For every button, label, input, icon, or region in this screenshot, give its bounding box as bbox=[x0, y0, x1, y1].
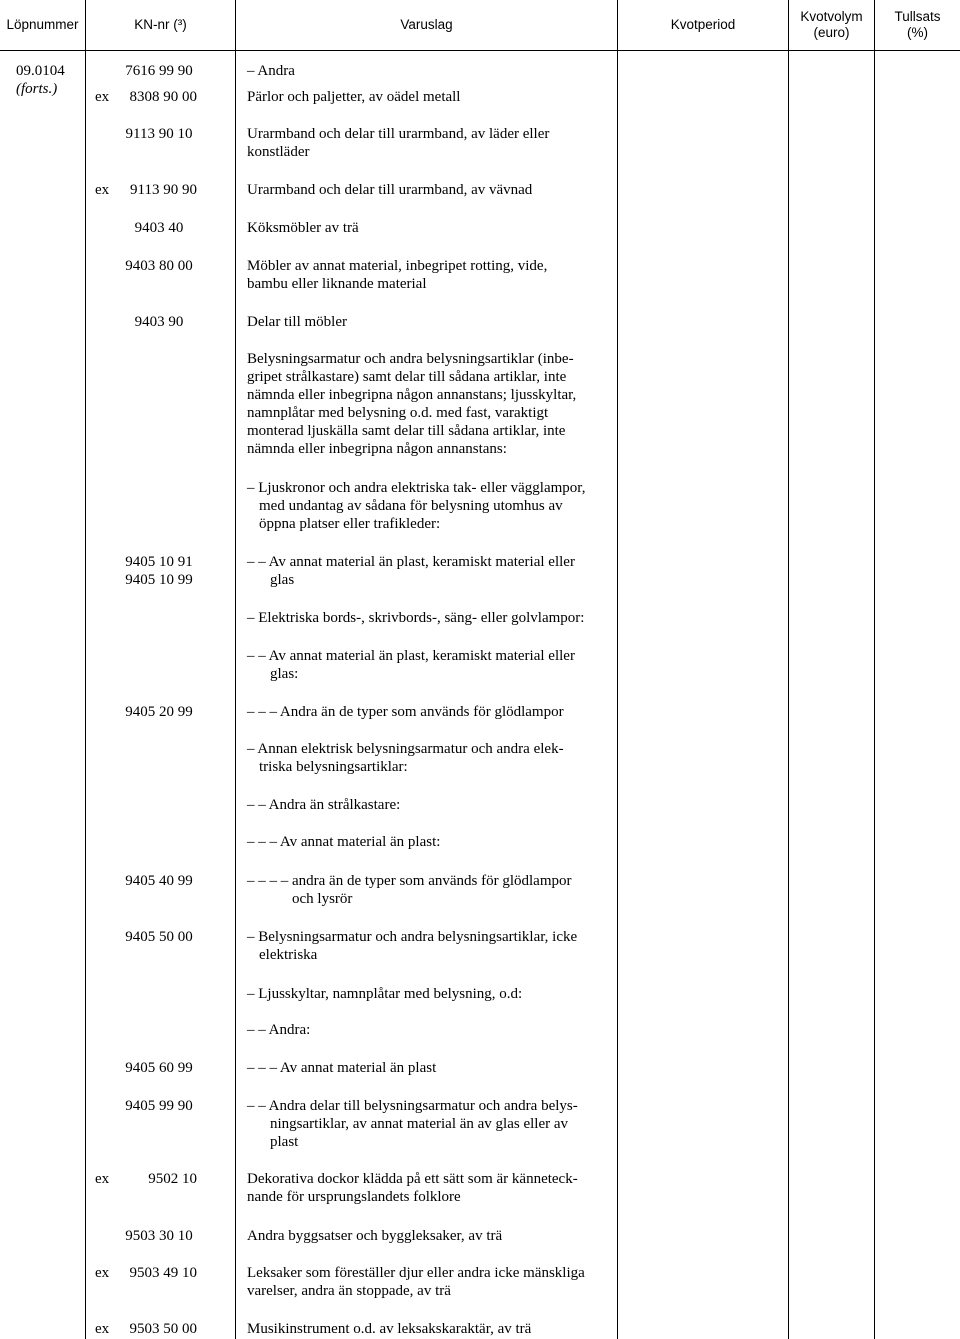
lopnummer-cell bbox=[16, 62, 82, 98]
kn-code: 9113 90 10 bbox=[125, 126, 193, 142]
lopnummer-value: 09.0104 bbox=[16, 63, 65, 79]
description-line: – – Av annat material än plast, keramiskt material eller bbox=[247, 648, 575, 664]
description-line: och lysrör bbox=[292, 891, 353, 907]
kn-code: 9403 80 00 bbox=[125, 258, 193, 274]
kn-code-cell bbox=[95, 257, 197, 275]
description-line: – – Andra delar till belysningsarmatur och andra belys- bbox=[247, 1098, 578, 1114]
product-description bbox=[247, 703, 607, 721]
description-line: – Ljuskronor och andra elektriska tak- eller vägglampor, bbox=[247, 480, 586, 496]
kn-code: 9502 10 bbox=[148, 1171, 197, 1187]
product-description bbox=[247, 88, 607, 106]
ex-prefix: ex bbox=[95, 182, 110, 198]
description-line: konstläder bbox=[247, 144, 310, 160]
description-line: elektriska bbox=[259, 947, 318, 963]
description-line: – – Andra än strålkastare: bbox=[247, 797, 401, 813]
description-line: glas bbox=[270, 572, 295, 588]
product-description bbox=[247, 553, 607, 589]
description-line: Urarmband och delar till urarmband, av läder eller bbox=[247, 126, 550, 142]
ex-prefix: ex bbox=[95, 89, 110, 105]
ex-prefix: ex bbox=[95, 1321, 110, 1337]
description-line: Delar till möbler bbox=[247, 314, 347, 330]
product-description bbox=[247, 796, 607, 814]
product-description bbox=[247, 479, 607, 533]
product-description bbox=[247, 219, 607, 237]
description-line: plast bbox=[270, 1134, 299, 1150]
product-description bbox=[247, 1170, 607, 1206]
ex-prefix: ex bbox=[95, 1265, 110, 1281]
kn-code-cell bbox=[95, 1264, 197, 1282]
kn-code-cell bbox=[95, 1170, 197, 1188]
column-rule bbox=[874, 0, 875, 1339]
header-rule bbox=[0, 50, 960, 51]
product-description bbox=[247, 985, 607, 1003]
kn-code-cell bbox=[95, 1097, 197, 1115]
description-line: Köksmöbler av trä bbox=[247, 220, 359, 236]
description-line: monterad ljuskälla samt delar till sådana artiklar, inte bbox=[247, 423, 566, 439]
description-line: – – – Av annat material än plast bbox=[247, 1060, 437, 1076]
ex-prefix: ex bbox=[95, 1171, 110, 1187]
product-description bbox=[247, 350, 607, 458]
kn-code: 8308 90 00 bbox=[129, 89, 197, 105]
description-line: Pärlor och paljetter, av oädel metall bbox=[247, 89, 461, 105]
kn-code: 9503 50 00 bbox=[129, 1321, 197, 1337]
description-line: Möbler av annat material, inbegripet rotting, vide, bbox=[247, 258, 548, 274]
lopnummer-continued: (forts.) bbox=[16, 81, 58, 97]
column-rule bbox=[235, 0, 236, 1339]
kn-code-cell bbox=[95, 703, 197, 721]
kn-code: 9113 90 90 bbox=[130, 182, 197, 198]
kn-code: 9503 49 10 bbox=[129, 1265, 197, 1281]
kn-code: 9403 40 bbox=[134, 220, 184, 236]
kn-code-cell bbox=[95, 313, 197, 331]
description-line: nande för ursprungslandets folklore bbox=[247, 1189, 461, 1205]
header-kvotperiod: Kvotperiod bbox=[670, 17, 736, 32]
product-description bbox=[247, 647, 607, 683]
product-description bbox=[247, 62, 607, 80]
column-rule bbox=[617, 0, 618, 1339]
description-line: – Elektriska bords-, skrivbords-, säng- eller golvlampor: bbox=[247, 610, 585, 626]
kn-code: 9405 20 99 bbox=[125, 704, 193, 720]
kn-code: 9405 60 99 bbox=[125, 1060, 193, 1076]
description-line: ningsartiklar, av annat material än av glas eller av bbox=[270, 1116, 569, 1132]
column-rule bbox=[788, 0, 789, 1339]
product-description bbox=[247, 928, 607, 964]
description-line: – – – – andra än de typer som används för glödlampor bbox=[247, 873, 572, 889]
product-description bbox=[247, 833, 607, 851]
kn-code-cell bbox=[95, 1227, 197, 1245]
kn-code: 9405 10 91 bbox=[125, 554, 193, 570]
product-description bbox=[247, 609, 607, 627]
product-description bbox=[247, 1021, 607, 1039]
description-line: – – Andra: bbox=[247, 1022, 311, 1038]
kn-code-cell bbox=[95, 88, 197, 106]
kn-code-cell bbox=[95, 125, 197, 143]
description-line: Andra byggsatser och byggleksaker, av trä bbox=[247, 1228, 503, 1244]
description-line: glas: bbox=[270, 666, 299, 682]
kn-code-cell bbox=[95, 181, 197, 199]
product-description bbox=[247, 125, 607, 161]
product-description bbox=[247, 740, 607, 776]
kn-code-cell bbox=[95, 219, 197, 237]
product-description bbox=[247, 313, 607, 331]
kn-code: 7616 99 90 bbox=[125, 63, 193, 79]
description-line: Dekorativa dockor klädda på ett sätt som är känneteck- bbox=[247, 1171, 578, 1187]
product-description bbox=[247, 1227, 607, 1245]
product-description bbox=[247, 257, 607, 293]
description-line: nämnda eller inbegripna någon annanstans; ljusskyltar, bbox=[247, 387, 577, 403]
product-description bbox=[247, 1264, 607, 1300]
description-line: – – – Av annat material än plast: bbox=[247, 834, 441, 850]
description-line: varelser, andra än stoppade, av trä bbox=[247, 1283, 451, 1299]
description-line: – Andra bbox=[247, 63, 295, 79]
description-line: – – Av annat material än plast, keramiskt material eller bbox=[247, 554, 575, 570]
product-description bbox=[247, 1320, 607, 1338]
kn-code: 9503 30 10 bbox=[125, 1228, 193, 1244]
description-line: – Annan elektrisk belysningsarmatur och andra elek- bbox=[247, 741, 564, 757]
description-line: Leksaker som föreställer djur eller andra icke mänskliga bbox=[247, 1265, 585, 1281]
product-description bbox=[247, 1097, 607, 1151]
description-line: – – – Andra än de typer som används för glödlampor bbox=[247, 704, 564, 720]
description-line: Belysningsarmatur och andra belysningsartiklar (inbe- bbox=[247, 351, 574, 367]
kn-code: 9405 50 00 bbox=[125, 929, 193, 945]
header-kvotvolym: Kvotvolym (euro) bbox=[800, 9, 863, 40]
description-line: nämnda eller inbegripna någon annanstans: bbox=[247, 441, 507, 457]
header-tullsats: Tullsats (%) bbox=[894, 9, 941, 40]
kn-code-cell bbox=[95, 1320, 197, 1338]
kn-code-cell bbox=[95, 1059, 197, 1077]
kn-code-cell bbox=[95, 62, 197, 80]
description-line: – Ljusskyltar, namnplåtar med belysning, o.d: bbox=[247, 986, 523, 1002]
product-description bbox=[247, 872, 607, 908]
kn-code: 9405 10 99 bbox=[125, 572, 193, 588]
description-line: Musikinstrument o.d. av leksakskaraktär, av trä bbox=[247, 1321, 532, 1337]
description-line: namnplåtar med belysning o.d. med fast, varaktigt bbox=[247, 405, 549, 421]
description-line: bambu eller liknande material bbox=[247, 276, 427, 292]
description-line: öppna platser eller trafikleder: bbox=[259, 516, 441, 532]
description-line: triska belysningsartiklar: bbox=[259, 759, 408, 775]
product-description bbox=[247, 181, 607, 199]
product-description bbox=[247, 1059, 607, 1077]
description-line: med undantag av sådana för belysning utomhus av bbox=[259, 498, 563, 514]
description-line: Urarmband och delar till urarmband, av vävnad bbox=[247, 182, 533, 198]
kn-code-cell bbox=[95, 553, 197, 589]
kn-code-cell bbox=[95, 872, 197, 890]
description-line: – Belysningsarmatur och andra belysningsartiklar, icke bbox=[247, 929, 578, 945]
kn-code: 9405 99 90 bbox=[125, 1098, 193, 1114]
kn-code-cell bbox=[95, 928, 197, 946]
description-line: gripet strålkastare) samt delar till sådana artiklar, inte bbox=[247, 369, 567, 385]
column-rule bbox=[85, 0, 86, 1339]
header-lopnummer: Löpnummer bbox=[6, 17, 79, 32]
header-kn-nr: KN-nr (³) bbox=[134, 17, 187, 32]
header-varuslag: Varuslag bbox=[400, 17, 453, 32]
kn-code: 9405 40 99 bbox=[125, 873, 193, 889]
kn-code: 9403 90 bbox=[134, 314, 184, 330]
